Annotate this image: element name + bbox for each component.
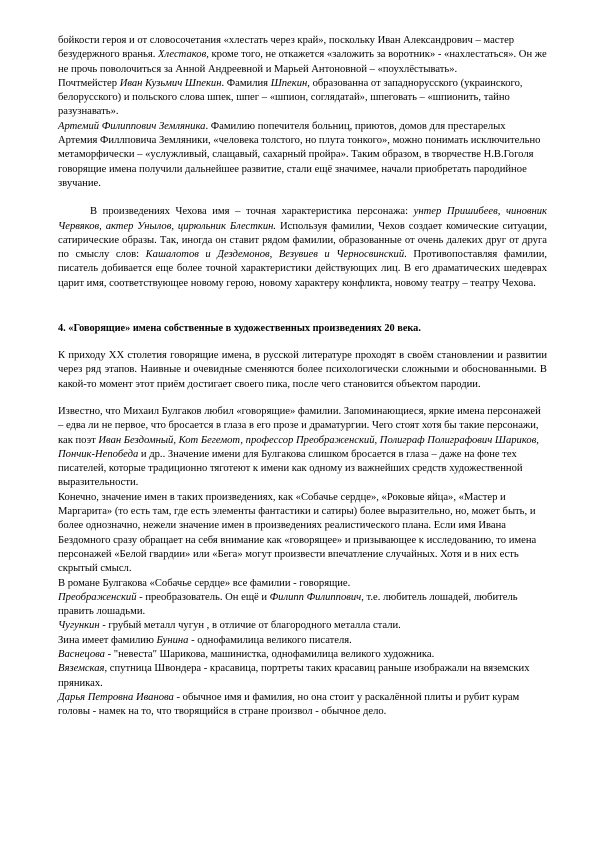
paragraph-zemlyanika — [58, 120, 547, 191]
text-run: . Фамилию попечителя больниц, приютов, домов для престарелых Артемия Филлповича Земляники, «человека толстого, но плута тонкого», можно понимать исключительно метаморфически – «услужливый, слащавый, сахарный пройра». Таким образом, в творчестве Н.В.Гоголя говорящие имена получили дальнейшее развитие, стали ещё значимее, начали приобретать пародийное звучание. — [58, 120, 541, 189]
paragraph-preobrazhensky — [58, 591, 547, 620]
paragraph-fantastic-works — [58, 491, 547, 577]
italic-name-run: Филипп Филиппович — [269, 591, 362, 603]
spacer — [58, 336, 547, 349]
text-run: В романе Булгакова «Собачье сердце» все фамилии - говорящие. — [58, 577, 351, 589]
text-run: , кроме того, не откажется «заложить за воротник» - «нахлестаться». Он же не прочь поволочиться за Анной Андреевной и Марьей Антоновной – «поухлёстывать». — [58, 49, 547, 75]
italic-name-run: Чугункин — [58, 620, 100, 632]
italic-name-run: Преображенский — [58, 591, 137, 603]
spacer — [58, 392, 547, 405]
text-run: . Противопоставляя фамилии, писатель добивается еще более точной характеристики действующих лиц. В его драматических шедеврах царит имя, соответствующее новому герою, новому характеру конфликта, новому театру – театру Чехова. — [58, 249, 548, 289]
italic-name-run: Васнецова — [58, 648, 105, 660]
text-run: Почтмейстер — [58, 77, 120, 89]
text-run: , спутница Швондера - красавица, портреты таких красавиц раньше изображали на вяземских пряниках. — [58, 663, 530, 689]
paragraph-chugunkin — [58, 619, 547, 633]
text-run: Зина имеет фамилию — [58, 634, 157, 646]
paragraph-bulgakov — [58, 405, 547, 491]
italic-name-run: Дарья Петровна Иванова — [58, 691, 174, 703]
section-heading: 4. «Говорящие» имена собственные в художественных произведениях 20 века. — [58, 323, 421, 335]
paragraph-khlestakov — [58, 34, 547, 77]
text-run: К приходу XX столетия говорящие имена, в русской литературе проходят в своём становлении и развитии через ряд этапов. Наивные и очевидные сменяются более психологически сложными и обоснованными. В какой-то момент этот приём достигает своего пика, после чего становится объектом пародии. — [58, 350, 547, 390]
italic-name-run: Кашалотов и Дездемонов, Везувиев и Черносвинский — [145, 249, 405, 261]
paragraph-vyazemskaya — [58, 662, 547, 691]
italic-name-run: Иван Кузьмич Шпекин — [119, 77, 222, 89]
paragraph-bunina — [58, 634, 547, 648]
spacer — [58, 291, 547, 322]
paragraph-shpekin — [58, 77, 547, 120]
text-run: Используя фамилии, Чехов создает комические ситуации, сатирические образы. Так, иногда он ставит рядом фамилии, образованные от очень далеких друг от друга по смыслу слов: — [58, 220, 547, 261]
document-page — [58, 34, 547, 719]
paragraph-sobachye-serdtse — [58, 577, 547, 591]
italic-name-run: Бунина — [156, 634, 189, 646]
italic-name-run: Шпекин — [270, 77, 308, 89]
paragraph-chekhov — [58, 205, 547, 291]
text-run: - обычное имя и фамилия, но она стоит у раскалённой плиты и рубит курам головы - намек на то, что творящийся в стране произвол - обычное дело. — [58, 691, 520, 718]
paragraph-xx-century — [58, 349, 547, 392]
text-run: , т.е. любитель лошадей, любитель править лошадьми. — [58, 591, 518, 618]
text-run: В произведениях Чехова имя – точная характеристика персонажа: — [90, 206, 414, 218]
italic-name-run: Хлестаков — [158, 49, 207, 61]
text-run: - "невеста" Шарикова, машинистка, однофамилица великого художника. — [104, 648, 435, 660]
paragraph-vasnetsova — [58, 648, 547, 662]
text-run: , образованна от западнорусского (украинского, белорусского) и польского слова шпек, шпег – «шпион, соглядатай», шпеговать – «шпионить, тайно разузнавать». — [58, 77, 523, 118]
italic-name-run: унтер Пришибеев, чиновник Червяков, актер Унылов, цирюльник Блесткин. — [58, 206, 547, 232]
italic-name-run: Вяземская — [58, 663, 105, 675]
text-run: Известно, что Михаил Булгаков любил «говорящие» фамилии. Запоминающиеся, яркие имена персонажей – едва ли не первое, что бросается в глаза в его прозе и драматургии. Чего стоят хотя бы такие персонажи, как поэт — [58, 405, 541, 446]
text-run: Конечно, значение имен в таких произведениях, как «Собачье сердце», «Роковые яйца», «Мастер и Маргарита» (то есть там, где есть элементы фантастики и сатиры) более выразительно, но, может быть, и более однозначно, нежели значение имен в произведениях реалистического плана. Если имя Ивана Бездомного сразу обращает на себя внимание как «говорящее» и призывающее к исследованию, то имена персонажей «Белой гвардии» или «Бега» могут произвести впечатление случайных. Хотя и в них есть скрытый смысл. — [58, 491, 537, 575]
italic-name-run: Артемий Филиппович Земляника — [58, 120, 206, 132]
text-run: и др.. Значение имени для Булгакова слишком бросается в глаза – даже на фоне тех писателей, которые традиционно тяготеют к имени как одному из важнейших средств художественной выразительности. — [58, 448, 523, 489]
italic-name-run: Иван Бездомный, Кот Бегемот, профессор Преображенский, Полиграф Полиграфович Шариков, Пончик-Непобеда — [58, 434, 539, 460]
text-run: - преобразователь. Он ещё и — [136, 591, 270, 603]
text-run: - однофамилица великого писателя. — [188, 634, 352, 646]
text-run: . Фамилия — [221, 77, 271, 89]
text-run: бойкости героя и от словосочетания «хлестать через край», поскольку Иван Александрович – мастер безудержного вранья. — [58, 35, 515, 61]
spacer — [58, 191, 547, 205]
paragraph-ivanova — [58, 691, 547, 720]
text-run: - грубый металл чугун , в отличие от благородного металла стали. — [99, 620, 401, 632]
